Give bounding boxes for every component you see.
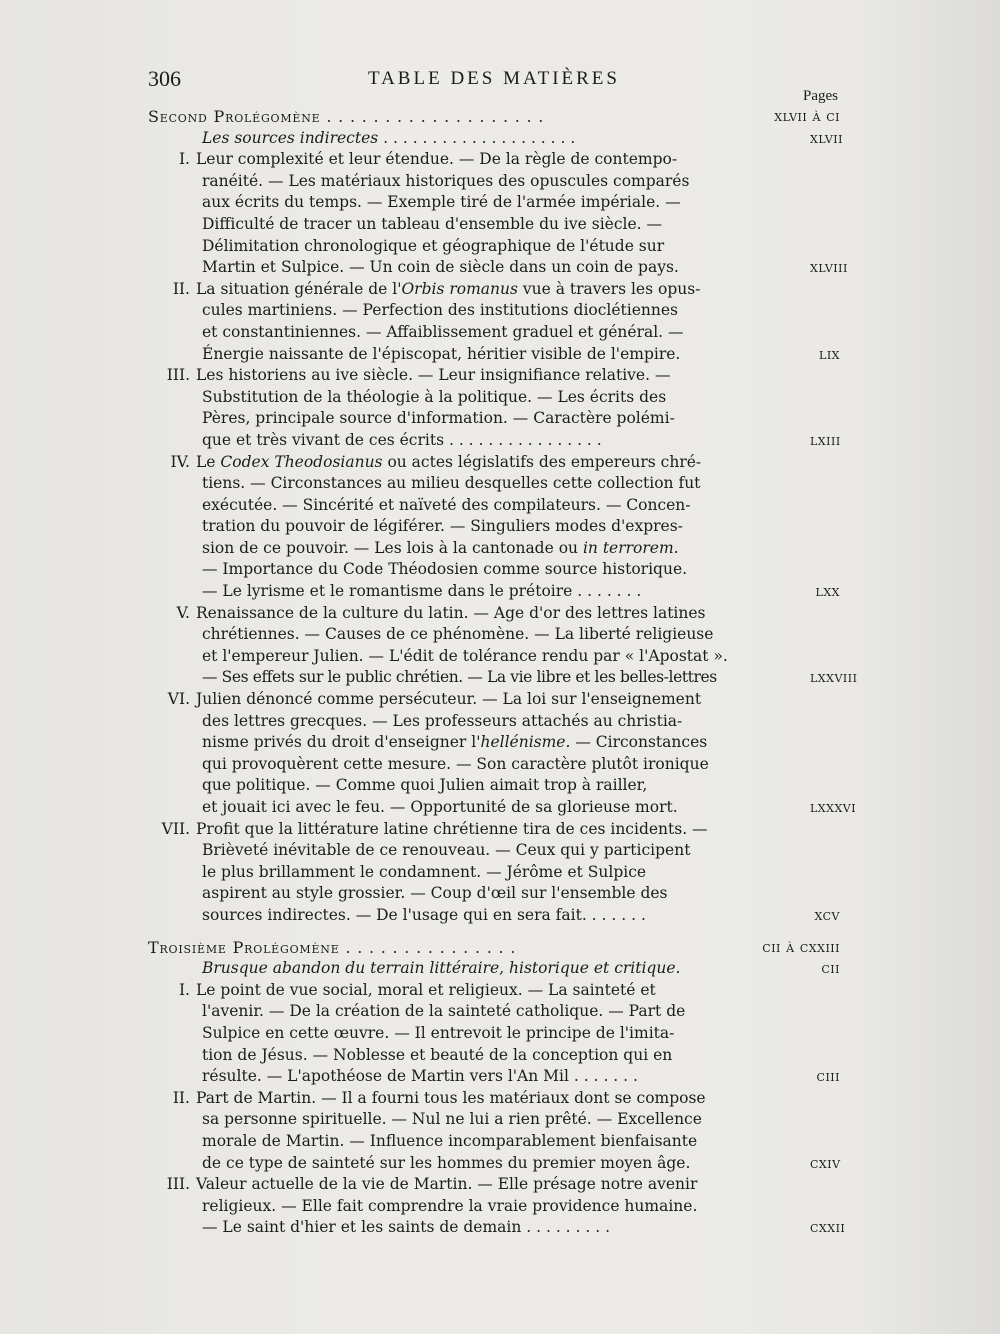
- page-ref: lxxxvi: [810, 798, 857, 816]
- entry-text-italic: in terrorem.: [582, 538, 679, 557]
- entry-text: Le: [196, 452, 221, 471]
- toc-line: [148, 149, 840, 171]
- toc-line: [148, 387, 840, 409]
- dot-leader: . . . . . . .: [568, 1067, 638, 1086]
- entry-text: sa personne spirituelle. — Nul ne lui a rien prêté. — Excellence: [202, 1110, 702, 1129]
- toc-line: [148, 365, 840, 387]
- entry-text: Pères, principale source d'information. — Caractère polémi-: [202, 409, 675, 428]
- entry-text: et jouait ici avec le feu. — Opportunité de sa glorieuse mort.: [202, 798, 678, 816]
- toc-line: [148, 667, 858, 689]
- entry-text: — Le saint d'hier et les saints de demain: [202, 1218, 522, 1237]
- page-header: [148, 66, 840, 96]
- entry-text: Sulpice en cette œuvre. — Il entrevoit le principe de l'imita-: [202, 1023, 675, 1042]
- toc-line: [148, 408, 840, 430]
- toc-line: [148, 905, 840, 927]
- entry-text: — Circonstances: [570, 733, 708, 752]
- section-heading: [148, 106, 840, 128]
- toc-line: [148, 171, 840, 193]
- entry-text: Julien dénoncé comme persécuteur. — La loi sur l'enseignement: [196, 690, 702, 709]
- toc-line: [148, 473, 840, 495]
- page-ref: cxiv: [810, 1153, 841, 1172]
- page-number: 306: [148, 66, 181, 91]
- entry-text: exécutée. — Sincérité et naïveté des compilateurs. — Concen-: [202, 495, 691, 514]
- entry-text: et l'empereur Julien. — L'édit de tolérance rendu par « l'Apostat ».: [202, 646, 728, 665]
- page-ref: lxiii: [810, 430, 841, 449]
- entry-text: résulte. — L'apothéose de Martin vers l'An Mil: [202, 1067, 569, 1086]
- entry-text: Énergie naissante de l'épiscopat, héritier visible de l'empire.: [202, 344, 681, 363]
- entry-text: Leur complexité et leur étendue. — De la règle de contempo-: [196, 150, 678, 169]
- entry-text: tration du pouvoir de légiférer. — Singuliers modes d'expres-: [202, 517, 683, 536]
- entry-text: ranéité. — Les matériaux historiques des opuscules comparés: [202, 171, 690, 190]
- chapter-number: VII.: [161, 819, 190, 838]
- toc-line: [148, 1023, 840, 1045]
- section-subtitle: Brusque abandon du terrain littéraire, historique et critique.: [202, 959, 681, 978]
- entry-text: Part de Martin. — Il a fourni tous les matériaux dont se compose: [196, 1088, 706, 1107]
- entry-text: Brièveté inévitable de ce renouveau. — Ceux qui y participent: [202, 841, 691, 860]
- toc-line: [148, 559, 840, 581]
- entry-text: l'avenir. — De la création de la sainteté catholique. — Part de: [202, 1002, 686, 1021]
- entry-text: — Le lyrisme et le romantisme dans le prétoire: [202, 582, 573, 601]
- entry-text: Difficulté de tracer un tableau d'ensemble du ive siècle. —: [202, 214, 662, 233]
- page-ref: xlvii à ci: [774, 107, 840, 125]
- toc-line: [148, 883, 840, 905]
- entry-text: Valeur actuelle de la vie de Martin. — Elle présage notre avenir: [196, 1175, 698, 1194]
- chapter-number: II.: [172, 279, 190, 298]
- entry-text: des lettres grecques. — Les professeurs attachés au christia-: [202, 711, 683, 730]
- toc-line: [148, 1174, 840, 1196]
- entry-text: qui provoquèrent cette mesure. — Son caractère plutôt ironique: [202, 754, 709, 773]
- entry-text: le plus brillamment le condamnent. — Jérôme et Sulpice: [202, 862, 647, 881]
- toc-line: [148, 279, 840, 301]
- page-ref: cii à cxxiii: [762, 937, 840, 956]
- entry-text: Les historiens au ive siècle. — Leur insignifiance relative. —: [196, 366, 671, 385]
- entry-text: Le point de vue social, moral et religieux. — La sainteté et: [196, 980, 656, 999]
- section-title: Troisième Prolégomène: [148, 937, 340, 957]
- entry-text: Délimitation chronologique et géographique de l'étude sur: [202, 236, 665, 255]
- page-ref: lxxviii: [810, 668, 858, 687]
- pages-column-label: Pages: [803, 88, 838, 104]
- entry-text: ou actes législatifs des empereurs chré-: [382, 452, 702, 471]
- toc-line: [148, 1217, 846, 1239]
- page-ref: cii: [821, 959, 840, 978]
- toc-line: [148, 1066, 840, 1088]
- entry-text: Renaissance de la culture du latin. — Age d'or des lettres latines: [196, 603, 706, 622]
- toc-line: [148, 603, 840, 625]
- entry-text: chrétiennes. — Causes de ce phénomène. — La liberté religieuse: [202, 625, 714, 644]
- entry-text: tiens. — Circonstances au milieu desquelles cette collection fut: [202, 474, 701, 493]
- page-ref: ciii: [816, 1067, 840, 1086]
- dot-leader: . . . . . .: [586, 905, 646, 924]
- toc-line: [148, 1088, 840, 1110]
- entry-text: et constantiniennes. — Affaiblissement graduel et général. —: [202, 322, 684, 341]
- entry-text-italic: Orbis romanus: [401, 279, 518, 298]
- entry-text: Substitution de la théologie à la politique. — Les écrits des: [202, 387, 667, 406]
- page-ref: xlviii: [810, 258, 848, 277]
- toc-line: [148, 1045, 840, 1067]
- entry-text: vue à travers les opus-: [517, 279, 701, 298]
- toc-line: [148, 1131, 840, 1153]
- toc-line: [148, 192, 840, 214]
- table-of-contents: [148, 106, 858, 1239]
- toc-line: [148, 538, 840, 560]
- entry-text: aspirent au style grossier. — Coup d'œil sur l'ensemble des: [202, 884, 668, 903]
- toc-line: [148, 1001, 840, 1023]
- toc-line: [148, 1153, 840, 1175]
- chapter-number: I.: [178, 980, 190, 999]
- running-title: TABLE DES MATIÈRES: [368, 68, 620, 89]
- toc-line: [148, 236, 840, 258]
- toc-line: [148, 257, 848, 279]
- toc-line: [148, 775, 840, 797]
- toc-line: [148, 624, 840, 646]
- chapter-number: VI.: [167, 690, 190, 709]
- dot-leader: . . . . . . . . .: [521, 1218, 611, 1237]
- entry-text: que et très vivant de ces écrits: [202, 430, 445, 449]
- dot-leader: . . . . . . . . . . . . . . . . . . . .: [378, 128, 576, 147]
- dot-leader: . . . . . . . . . . . . . . .: [339, 937, 517, 957]
- entry-text: sources indirectes. — De l'usage qui en sera fait.: [202, 905, 587, 924]
- entry-text: La situation générale de l': [196, 279, 402, 298]
- toc-line: [148, 452, 840, 474]
- toc-line: [148, 646, 840, 668]
- toc-line: [148, 754, 840, 776]
- entry-text: cules martiniens. — Perfection des institutions dioclétiennes: [202, 301, 678, 320]
- entry-text: tion de Jésus. — Noblesse et beauté de la conception qui en: [202, 1045, 673, 1064]
- entry-text: nisme privés du droit d'enseigner l': [202, 733, 481, 752]
- toc-line: [148, 581, 840, 603]
- entry-text: — Importance du Code Théodosien comme source historique.: [202, 560, 688, 579]
- section-subtitle: Les sources indirectes: [202, 128, 379, 147]
- page-ref: xcv: [814, 905, 840, 924]
- entry-text-italic: hellénisme.: [480, 733, 571, 752]
- dot-leader: . . . . . . . . . . . . . . . . . . .: [320, 107, 545, 126]
- toc-line: [148, 344, 840, 366]
- entry-text: de ce type de sainteté sur les hommes du premier moyen âge.: [202, 1153, 691, 1172]
- toc-line: [148, 797, 857, 819]
- chapter-number: V.: [176, 603, 190, 622]
- toc-line: [148, 840, 840, 862]
- subtitle-line: [148, 128, 843, 150]
- toc-line: [148, 862, 840, 884]
- subtitle-line: [148, 958, 840, 980]
- chapter-number: I.: [178, 150, 190, 169]
- toc-line: [148, 1109, 840, 1131]
- toc-line: [148, 689, 840, 711]
- chapter-number: IV.: [170, 452, 190, 471]
- section-title: Second Prolégomène: [148, 107, 321, 126]
- entry-text: aux écrits du temps. — Exemple tiré de l'armée impériale. —: [202, 193, 681, 212]
- toc-line: [148, 819, 840, 841]
- toc-line: [148, 980, 840, 1002]
- toc-line: [148, 1196, 840, 1218]
- page-ref: xlvii: [810, 128, 843, 147]
- entry-text: religieux. — Elle fait comprendre la vraie providence humaine.: [202, 1196, 698, 1215]
- section-heading: [148, 937, 840, 959]
- toc-line: [148, 711, 840, 733]
- toc-line: [148, 300, 840, 322]
- chapter-number: III.: [166, 366, 190, 385]
- entry-text: Martin et Sulpice. — Un coin de siècle dans un coin de pays.: [202, 258, 679, 277]
- page-ref: lix: [819, 344, 840, 363]
- toc-line: [148, 322, 840, 344]
- toc-line: [148, 430, 840, 452]
- entry-text: sion de ce pouvoir. — Les lois à la cantonade ou: [202, 538, 583, 557]
- page-ref: cxxii: [810, 1218, 846, 1237]
- chapter-number: III.: [166, 1175, 190, 1194]
- entry-text: Profit que la littérature latine chrétienne tira de ces incidents. —: [196, 819, 708, 838]
- page-ref: lxx: [815, 582, 840, 601]
- entry-text: — Ses effets sur le public chrétien. — La vie libre et les belles-lettres: [202, 668, 717, 687]
- entry-text: que politique. — Comme quoi Julien aimait trop à railler,: [202, 776, 648, 795]
- toc-line: [148, 495, 840, 517]
- entry-text-italic: Codex Theodosianus: [220, 452, 383, 471]
- entry-text: morale de Martin. — Influence incomparablement bienfaisante: [202, 1131, 698, 1150]
- chapter-number: II.: [172, 1088, 190, 1107]
- dot-leader: . . . . . . . . . . . . . . . .: [444, 430, 602, 449]
- toc-line: [148, 732, 840, 754]
- toc-line: [148, 516, 840, 538]
- dot-leader: . . . . . . .: [572, 582, 642, 601]
- toc-line: [148, 214, 840, 236]
